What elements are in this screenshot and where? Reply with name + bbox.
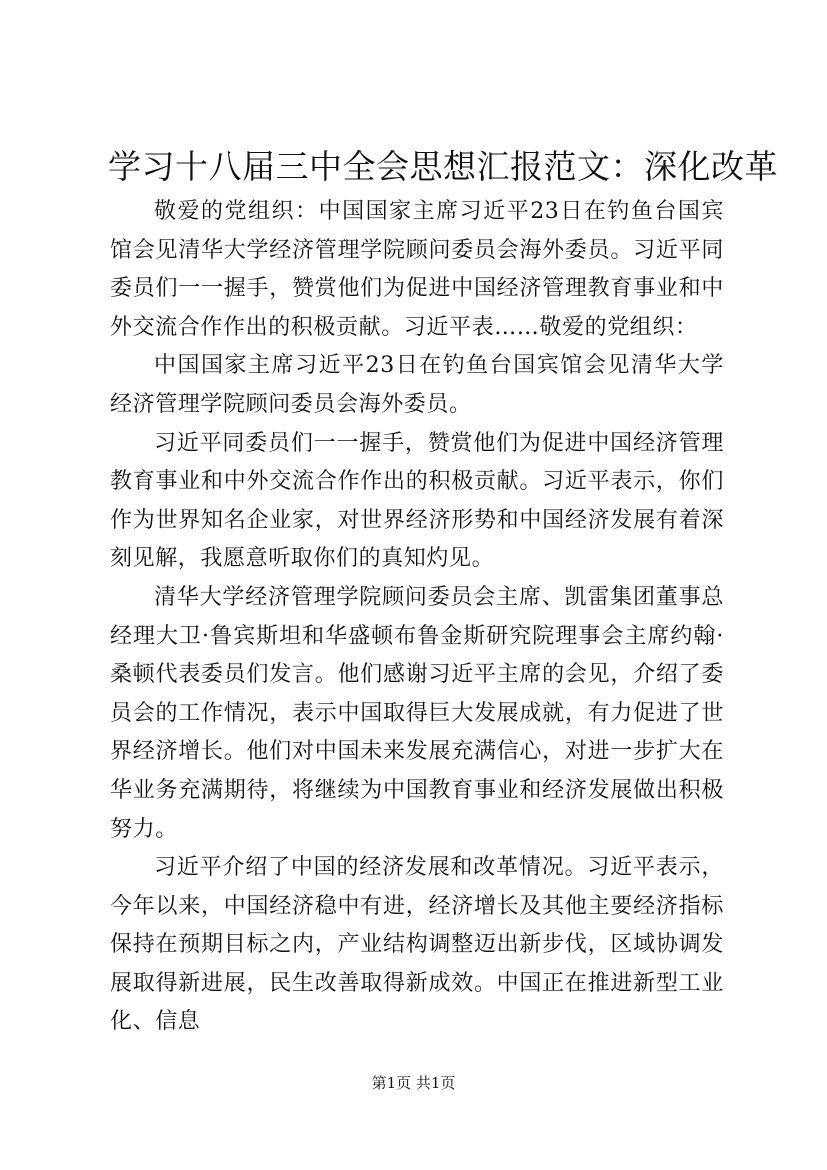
document-title: 学习十八届三中全会思想汇报范文：深化改革 [108, 147, 778, 186]
paragraph-1: 敬爱的党组织：中国国家主席习近平23日在钓鱼台国宾馆会见清华大学经济管理学院顾问委员会海外委员。习近平同委员们一一握手，赞赏他们为促进中国经济管理教育事业和中外交流合作作出的积极贡献。习近平表……敬爱的党组织： [110, 199, 724, 340]
document-body [110, 193, 724, 1042]
paragraph-3: 习近平同委员们一一握手，赞赏他们为促进中国经济管理教育事业和中外交流合作作出的积极贡献。习近平表示，你们作为世界知名企业家，对世界经济形势和中国经济发展有着深刻见解，我愿意听取你们的真知灼见。 [110, 430, 724, 572]
paragraph-4: 清华大学经济管理学院顾问委员会主席、凯雷集团董事总经理大卫·鲁宾斯坦和华盛顿布鲁金斯研究院理事会主席约翰·桑顿代表委员们发言。他们感谢习近平主席的会见，介绍了委员会的工作情况，表示中国取得巨大发展成就，有力促进了世界经济增长。他们对中国未来发展充满信心，对进一步扩大在华业务充满期待，将继续为中国教育事业和经济发展做出积极努力。 [110, 584, 724, 842]
page-footer: 第1页 共1页 [371, 1074, 456, 1092]
paragraph-5: 习近平介绍了中国的经济发展和改革情况。习近平表示，今年以来，中国经济稳中有进，经济增长及其他主要经济指标保持在预期目标之内，产业结构调整迈出新步伐，区域协调发展取得新进展，民生改善取得新成效。中国正在推进新型工业化、信息 [110, 855, 724, 1035]
paragraph-2: 中国国家主席习近平23日在钓鱼台国宾馆会见清华大学经济管理学院顾问委员会海外委员。 [110, 353, 724, 417]
